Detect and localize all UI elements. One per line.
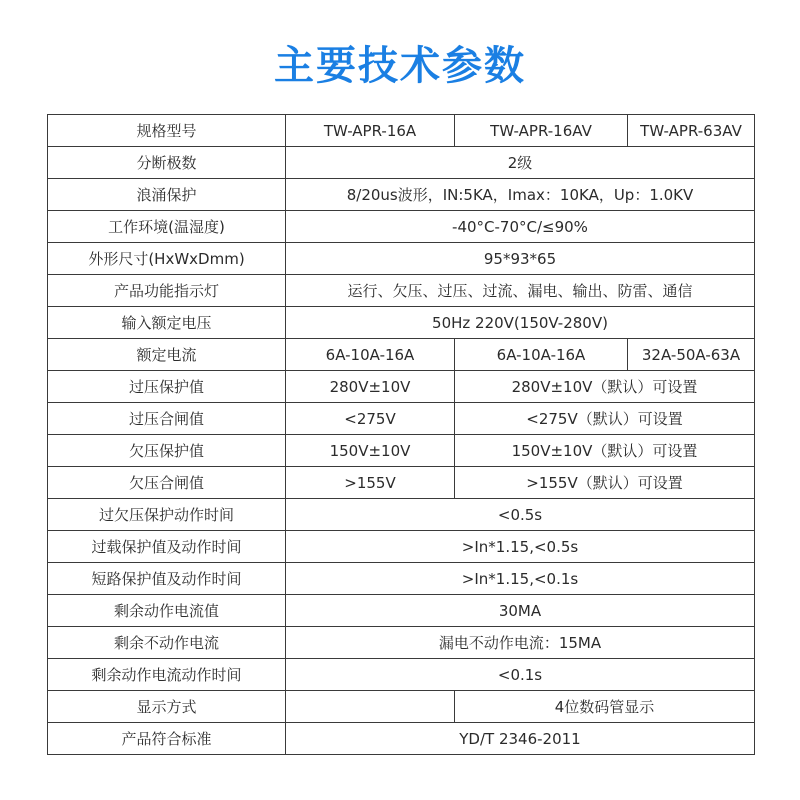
row-label: 过压合闸值 (48, 403, 286, 435)
model-16av: TW-APR-16AV (455, 115, 628, 147)
row-value: 30MA (286, 595, 755, 627)
row-value: 95*93*65 (286, 243, 755, 275)
table-row-indicators (48, 275, 755, 307)
row-label: 过欠压保护动作时间 (48, 499, 286, 531)
table-row-standard (48, 723, 755, 755)
table-row-voltage-action-time (48, 499, 755, 531)
model-16a: TW-APR-16A (286, 115, 455, 147)
row-label: 额定电流 (48, 339, 286, 371)
rated-current-16a: 6A-10A-16A (286, 339, 455, 371)
row-value: 50Hz 220V(150V-280V) (286, 307, 755, 339)
row-value: 漏电不动作电流：15MA (286, 627, 755, 659)
table-row-short-circuit (48, 563, 755, 595)
table-row-residual-current (48, 595, 755, 627)
row-label: 产品符合标准 (48, 723, 286, 755)
row-value-16a: 280V±10V (286, 371, 455, 403)
row-value-16a: >155V (286, 467, 455, 499)
row-value: YD/T 2346-2011 (286, 723, 755, 755)
row-label: 输入额定电压 (48, 307, 286, 339)
row-value-16a: 150V±10V (286, 435, 455, 467)
row-value-av: 280V±10V（默认）可设置 (455, 371, 755, 403)
table-row-undervoltage-reclose (48, 467, 755, 499)
row-label: 显示方式 (48, 691, 286, 723)
row-label: 工作环境(温湿度) (48, 211, 286, 243)
row-value-av: 150V±10V（默认）可设置 (455, 435, 755, 467)
table-row-surge (48, 179, 755, 211)
row-value-16a: <275V (286, 403, 455, 435)
row-label: 剩余动作电流值 (48, 595, 286, 627)
row-label: 欠压保护值 (48, 435, 286, 467)
row-value-av: <275V（默认）可设置 (455, 403, 755, 435)
model-63av: TW-APR-63AV (628, 115, 755, 147)
row-value: <0.1s (286, 659, 755, 691)
row-label: 产品功能指示灯 (48, 275, 286, 307)
row-value-16a (286, 691, 455, 723)
table-row-residual-time (48, 659, 755, 691)
page-title: 主要技术参数 (274, 43, 526, 89)
row-value: 运行、欠压、过压、过流、漏电、输出、防雷、通信 (286, 275, 755, 307)
row-label: 剩余动作电流动作时间 (48, 659, 286, 691)
table-row-poles (48, 147, 755, 179)
row-label: 剩余不动作电流 (48, 627, 286, 659)
table-row-undervoltage-protect (48, 435, 755, 467)
table-row-overload (48, 531, 755, 563)
table-row-overvoltage-reclose (48, 403, 755, 435)
row-value: -40°C-70°C/≤90% (286, 211, 755, 243)
rated-current-16av: 6A-10A-16A (455, 339, 628, 371)
table-row-residual-non-operating (48, 627, 755, 659)
row-label: 过压保护值 (48, 371, 286, 403)
rated-current-63av: 32A-50A-63A (628, 339, 755, 371)
table-row-dimensions (48, 243, 755, 275)
table-row-model (48, 115, 755, 147)
row-label: 浪涌保护 (48, 179, 286, 211)
row-value: <0.5s (286, 499, 755, 531)
row-value: 2级 (286, 147, 755, 179)
table-row-display (48, 691, 755, 723)
row-label: 短路保护值及动作时间 (48, 563, 286, 595)
table-row-rated-current (48, 339, 755, 371)
row-value-av: 4位数码管显示 (455, 691, 755, 723)
row-label: 过载保护值及动作时间 (48, 531, 286, 563)
table-row-overvoltage-protect (48, 371, 755, 403)
table-row-environment (48, 211, 755, 243)
table-row-rated-voltage (48, 307, 755, 339)
row-value: 8/20us波形，IN:5KA，Imax：10KA，Up：1.0KV (286, 179, 755, 211)
row-label: 分断极数 (48, 147, 286, 179)
spec-table (47, 114, 755, 755)
row-label: 规格型号 (48, 115, 286, 147)
row-label: 欠压合闸值 (48, 467, 286, 499)
row-value: >In*1.15,<0.5s (286, 531, 755, 563)
row-label: 外形尺寸(HxWxDmm) (48, 243, 286, 275)
row-value: >In*1.15,<0.1s (286, 563, 755, 595)
row-value-av: >155V（默认）可设置 (455, 467, 755, 499)
